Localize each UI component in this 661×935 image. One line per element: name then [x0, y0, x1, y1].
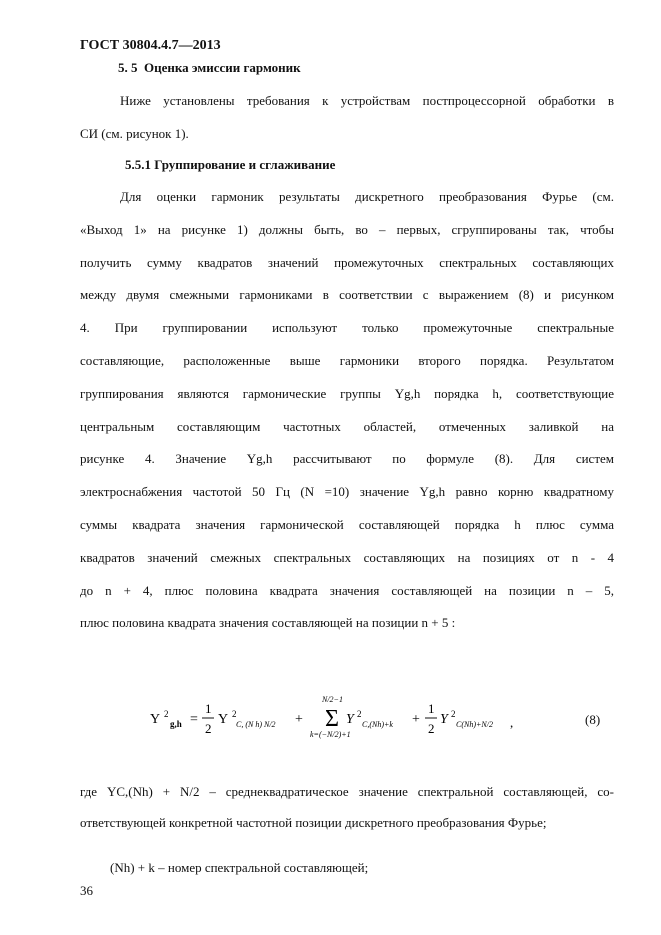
- svg-text:2: 2: [232, 709, 237, 719]
- body-line: Для оценки гармоник результаты дискретного преобразования Фурье (см.: [120, 189, 614, 204]
- svg-text:C(Nh)+N/2: C(Nh)+N/2: [456, 720, 493, 729]
- body-line: плюс половина квадрата значения составляющей на позиции n + 5 :: [80, 615, 456, 631]
- section-title: Оценка эмиссии гармоник: [144, 60, 301, 75]
- body-line: суммы квадрата значения гармонической составляющей порядка h плюс сумма: [80, 516, 614, 532]
- body-line: квадратов значений смежных спектральных составляющих на позициях от n - 4: [80, 549, 614, 565]
- svg-text:N/2−1: N/2−1: [322, 695, 343, 704]
- svg-text:k=(−N/2)+1: k=(−N/2)+1: [310, 730, 351, 739]
- svg-text:+: +: [412, 712, 420, 727]
- body-line: между двумя смежными гармониками в соответствии с выражением (8) и рисунком: [80, 287, 614, 303]
- svg-text:2: 2: [451, 709, 456, 719]
- subsection-heading: [125, 157, 335, 173]
- intro-paragraph: [80, 85, 614, 151]
- formula-8: [150, 693, 530, 758]
- svg-text:2: 2: [428, 721, 435, 736]
- body-line: группирования являются гармонические группы Yg,h порядка h, соответствующие: [80, 385, 614, 401]
- body-line: до n + 4, плюс половина квадрата значения составляющей на позиции n – 5,: [80, 582, 614, 598]
- svg-text:C,(Nh)+k: C,(Nh)+k: [362, 720, 393, 729]
- svg-text:2: 2: [357, 709, 362, 719]
- intro-line-1: Ниже установлены требования к устройствам постпроцессорной обработки в: [120, 93, 614, 108]
- section-number: 5. 5: [118, 60, 138, 75]
- where-line-2: ответствующей конкретной частотной позиции дискретного преобразования Фурье;: [80, 815, 547, 830]
- svg-text:2: 2: [205, 721, 212, 736]
- body-line: электроснабжения частотой 50 Гц (N =10) значение Yg,h равно корню квадратному: [80, 484, 614, 500]
- subsection-title: Группирование и сглаживание: [154, 157, 336, 172]
- where-line-1: где YC,(Nh) + N/2 – среднеквадратическое значение спектральной составляющей, со-: [80, 784, 614, 799]
- formula-number: (8): [585, 712, 601, 727]
- svg-text:1: 1: [428, 701, 435, 716]
- body-paragraph: [80, 181, 614, 640]
- svg-text:Y: Y: [150, 712, 161, 727]
- where-line-3: (Nh) + k – номер спектральной составляющей;: [110, 860, 369, 875]
- svg-text:g,h: g,h: [170, 719, 182, 729]
- svg-text:C, (N h) N/2: C, (N h) N/2: [236, 720, 276, 729]
- svg-text:2: 2: [164, 709, 169, 719]
- svg-text:Y: Y: [440, 712, 448, 727]
- formula-graphic: [150, 693, 530, 753]
- body-line: получить сумму квадратов значений промежуточных спектральных составляющих: [80, 254, 614, 270]
- svg-text:Σ: Σ: [325, 706, 339, 732]
- body-line: 4. При группировании используют только промежуточные спектральные: [80, 320, 614, 336]
- svg-text:+: +: [295, 712, 303, 727]
- document-header: ГОСТ 30804.4.7—2013: [80, 38, 221, 53]
- svg-text:,: ,: [510, 715, 514, 730]
- svg-text:=: =: [190, 712, 198, 727]
- subsection-number: 5.5.1: [125, 157, 151, 172]
- page-number: 36: [80, 883, 93, 898]
- svg-text:1: 1: [205, 701, 212, 716]
- body-line: рисунке 4. Значение Yg,h рассчитывают по формуле (8). Для систем: [80, 451, 614, 467]
- section-heading: [118, 60, 301, 76]
- body-line: составляющие, расположенные выше гармоники второго порядка. Результатом: [80, 352, 614, 368]
- body-line: «Выход 1» на рисунке 1) должны быть, во – первых, сгруппированы так, чтобы: [80, 221, 614, 237]
- svg-text:Y: Y: [346, 712, 354, 727]
- where-block: [80, 776, 614, 838]
- svg-text:Y: Y: [218, 712, 229, 727]
- body-line: центральным составляющим частотных областей, отмеченных заливкой на: [80, 418, 614, 434]
- intro-line-2: СИ (см. рисунок 1).: [80, 125, 189, 141]
